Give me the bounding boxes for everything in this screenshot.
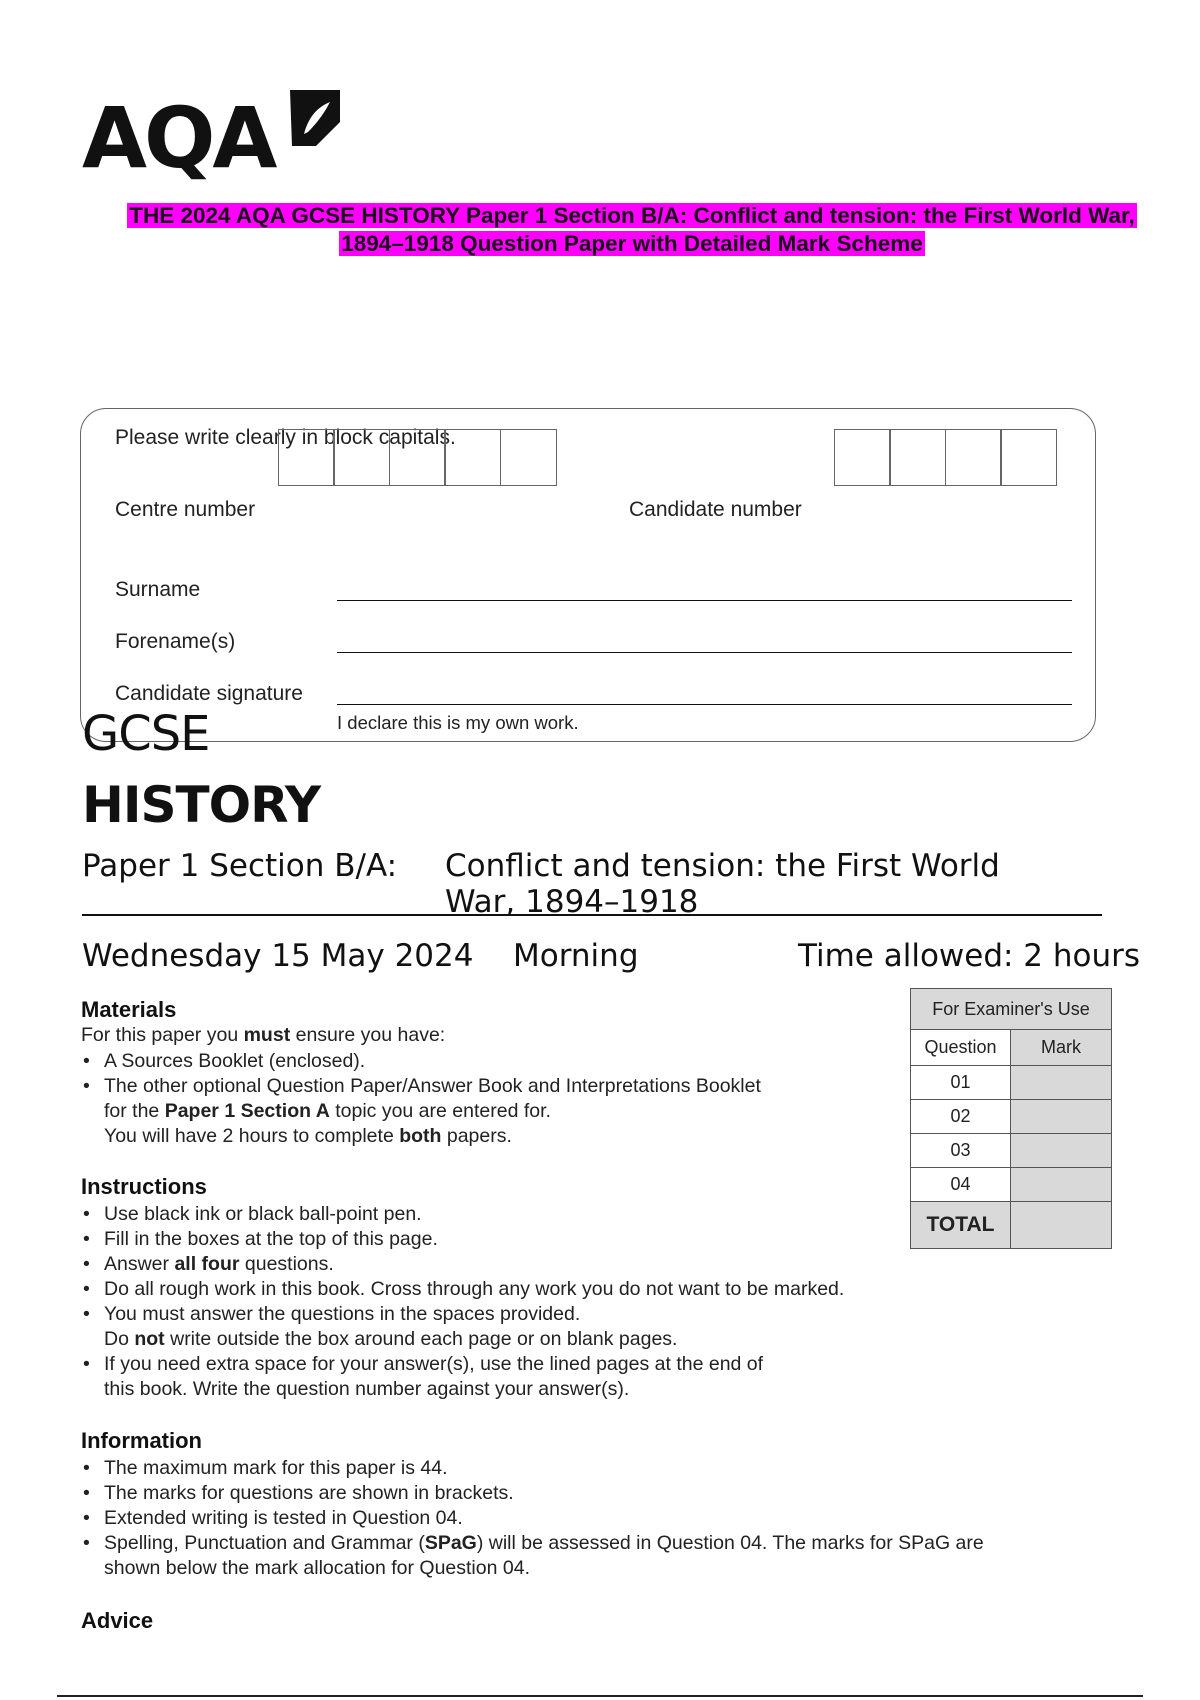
list-item-text: topic you are entered for.: [329, 1100, 551, 1122]
total-mark-cell: [1011, 1202, 1112, 1249]
document-title-banner: [84, 202, 1180, 258]
centre-digit-box[interactable]: [500, 429, 557, 486]
list-item-emphasis: not: [134, 1328, 165, 1350]
question-number: 03: [911, 1134, 1011, 1168]
list-item: [81, 1352, 941, 1402]
centre-digit-box[interactable]: [333, 429, 390, 486]
materials-list: [81, 1049, 881, 1149]
table-row: [911, 1134, 1112, 1168]
list-item-text: Answer: [104, 1253, 175, 1275]
list-item: • Do all rough work in this book. Cross through any work you do not want to be marked.: [81, 1277, 941, 1302]
list-item: • Fill in the boxes at the top of this page.: [81, 1227, 941, 1252]
information-list: [81, 1456, 1101, 1581]
page-bottom-rule: [57, 1695, 1143, 1697]
list-item-emphasis: all four: [174, 1253, 240, 1275]
list-item-text: If you need extra space for your answer(s), use the lined pages at the end of: [104, 1353, 764, 1375]
list-item-emphasis: both: [399, 1125, 442, 1147]
subject-heading: HISTORY: [82, 776, 321, 834]
paper-label: Paper 1 Section B/A:: [82, 848, 398, 884]
list-item: [81, 1302, 941, 1352]
list-item-text: papers.: [441, 1125, 512, 1147]
list-item-text: write outside the box around each page or on blank pages.: [164, 1328, 678, 1350]
list-item-text: this book. Write the question number against your answer(s).: [104, 1378, 630, 1400]
advice-heading: Advice: [81, 1608, 154, 1633]
examiners-use-table: [910, 988, 1112, 1249]
list-item-text: You will have 2 hours to complete: [104, 1125, 400, 1147]
list-item: • A Sources Booklet (enclosed).: [81, 1049, 881, 1074]
mark-cell: [1011, 1066, 1112, 1100]
question-number: 04: [911, 1168, 1011, 1202]
information-heading: Information: [81, 1428, 202, 1453]
examiners-table-title: For Examiner's Use: [911, 989, 1112, 1030]
forename-label: Forename(s): [115, 630, 236, 653]
materials-intro-emphasis: must: [243, 1024, 291, 1046]
exam-date: Wednesday 15 May 2024: [82, 938, 474, 974]
signature-field[interactable]: [337, 704, 1072, 705]
signature-label: Candidate signature: [115, 682, 303, 705]
logo-text: AQA: [82, 89, 275, 187]
total-row: [911, 1202, 1112, 1249]
list-item-emphasis: Paper 1 Section A: [164, 1100, 330, 1122]
mark-column-header: Mark: [1011, 1030, 1112, 1066]
list-item-text: questions.: [239, 1253, 334, 1275]
list-item-text: Spelling, Punctuation and Grammar (: [104, 1532, 425, 1554]
centre-number-boxes[interactable]: [279, 429, 557, 486]
surname-label: Surname: [115, 578, 201, 601]
qualification-heading: GCSE: [82, 706, 210, 762]
logo-mark-icon: [286, 88, 344, 148]
centre-digit-box[interactable]: [389, 429, 446, 486]
candidate-digit-box[interactable]: [889, 429, 946, 486]
list-item: • The marks for questions are shown in brackets.: [81, 1481, 1101, 1506]
list-item-text: The other optional Question Paper/Answer Book and Interpretations Booklet: [104, 1075, 761, 1097]
list-item-text: ) will be assessed in Question 04. The marks for SPaG are: [476, 1532, 984, 1554]
materials-intro-text: ensure you have:: [290, 1024, 446, 1046]
table-row: [911, 1066, 1112, 1100]
list-item-text: for the: [104, 1100, 165, 1122]
table-row: [911, 1168, 1112, 1202]
question-number: 02: [911, 1100, 1011, 1134]
forename-field[interactable]: [337, 652, 1072, 653]
list-item-text: Do: [104, 1328, 135, 1350]
total-label: TOTAL: [911, 1202, 1011, 1249]
materials-intro-text: For this paper you: [81, 1024, 244, 1046]
candidate-digit-box[interactable]: [1000, 429, 1057, 486]
banner-line-1: THE 2024 AQA GCSE HISTORY Paper 1 Section B/A: Conflict and tension: the First World War,: [129, 203, 1135, 228]
list-item: [81, 1252, 941, 1277]
list-item: • Extended writing is tested in Question 04.: [81, 1506, 1101, 1531]
list-item: • Use black ink or black ball-point pen.: [81, 1202, 941, 1227]
question-number: 01: [911, 1066, 1011, 1100]
header-divider: [82, 914, 1102, 916]
candidate-digit-box[interactable]: [945, 429, 1002, 486]
time-allowed: Time allowed: 2 hours: [798, 938, 1141, 974]
centre-number-label: Centre number: [115, 498, 256, 521]
materials-heading: Materials: [81, 997, 177, 1022]
materials-intro: [81, 1024, 445, 1047]
centre-digit-box[interactable]: [444, 429, 501, 486]
list-item-text: shown below the mark allocation for Question 04.: [104, 1557, 530, 1579]
list-item: [81, 1531, 1101, 1581]
list-item-emphasis: SPaG: [424, 1532, 477, 1554]
question-column-header: Question: [911, 1030, 1011, 1066]
mark-cell: [1011, 1134, 1112, 1168]
list-item: • The maximum mark for this paper is 44.: [81, 1456, 1101, 1481]
candidate-number-label: Candidate number: [629, 498, 802, 521]
aqa-logo: [82, 88, 342, 187]
block-capitals-instruction: Please write clearly in block capitals.: [115, 426, 456, 449]
list-item: [81, 1074, 881, 1149]
banner-line-2: 1894–1918 Question Paper with Detailed Mark Scheme: [341, 231, 923, 256]
instructions-list: [81, 1202, 941, 1402]
mark-cell: [1011, 1168, 1112, 1202]
exam-session: Morning: [513, 938, 639, 974]
candidate-number-boxes[interactable]: [835, 429, 1057, 486]
declaration-text: I declare this is my own work.: [337, 712, 579, 733]
table-row: [911, 1100, 1112, 1134]
list-item-text: You must answer the questions in the spaces provided.: [104, 1303, 581, 1325]
instructions-heading: Instructions: [81, 1174, 207, 1199]
mark-cell: [1011, 1100, 1112, 1134]
centre-digit-box[interactable]: [278, 429, 335, 486]
surname-field[interactable]: [337, 600, 1072, 601]
candidate-digit-box[interactable]: [834, 429, 891, 486]
paper-topic: Conflict and tension: the First World War, 1894–1918: [445, 848, 1000, 920]
